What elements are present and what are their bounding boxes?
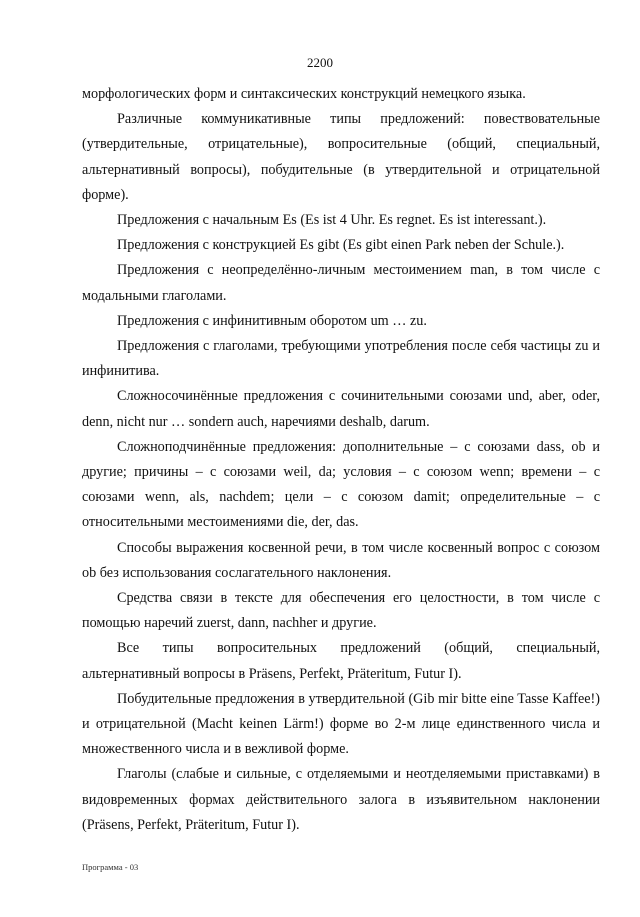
page-footer: Программа - 03 — [82, 862, 139, 872]
page-number: 2200 — [307, 55, 333, 70]
paragraph-imperative: Побудительные предложения в утвердительной (Gib mir bitte eine Tasse Kaffee!) и отрицательной (Macht keinen Lärm!) форме во 2-м лице единственного числа и множественного числа и в вежливой форме. — [82, 690, 600, 758]
paragraph-verbs: Глаголы (слабые и сильные, с отделяемыми и неотделяемыми приставками) в видовременных формах действительного залога в изъявительном наклонении (Präsens, Perfekt, Präteritum, Futur I). — [82, 766, 600, 833]
paragraph-um-zu: Предложения с инфинитивным оборотом um … zu. — [117, 312, 427, 329]
paragraph-question-types: Все типы вопросительных предложений (общий, специальный, альтернативный вопросы в Präsens, Perfekt, Präteritum, Futur I). — [82, 640, 600, 682]
paragraph-man: Предложения с неопределённо-личным местоимением man, в том числе с модальными глаголами. — [82, 262, 600, 304]
paragraph-es-initial: Предложения с начальным Es (Es ist 4 Uhr. Es regnet. Es ist interessant.). — [117, 212, 547, 229]
paragraph-complex-sentences: Сложноподчинённые предложения: дополнительные – с союзами dass, ob и другие; причины – с союзами weil, da; условия – с союзом wenn; времени – с союзами wenn, als, nachdem; цели – с союзом damit; определительные – с относительными местоимениями die, der, das. — [82, 438, 600, 531]
paragraph-zu-infinitive: Предложения с глаголами, требующими употребления после себя частицы zu и инфинитива. — [82, 338, 600, 380]
paragraph-communicative-types: Различные коммуникативные типы предложений: повествовательные (утвердительные, отрицательные), вопросительные (общий, специальный, альтернативный вопросы), побудительные (в утвердительной и отрицательной форме). — [82, 111, 600, 203]
paragraph-text-cohesion: Средства связи в тексте для обеспечения его целостности, в том числе с помощью наречий zuerst, dann, nachher и другие. — [82, 590, 600, 632]
paragraph-es-gibt: Предложения с конструкцией Es gibt (Es gibt einen Park neben der Schule.). — [117, 237, 565, 254]
document-body — [82, 82, 600, 838]
paragraph-compound-sentences: Сложносочинённые предложения с сочинительными союзами und, aber, oder, denn, nicht nur … sondern auch, наречиями deshalb, darum. — [82, 388, 600, 430]
paragraph-indirect-speech: Способы выражения косвенной речи, в том числе косвенный вопрос с союзом ob без использования сослагательного наклонения. — [82, 539, 600, 581]
paragraph-continuation: морфологических форм и синтаксических конструкций немецкого языка. — [82, 86, 526, 102]
